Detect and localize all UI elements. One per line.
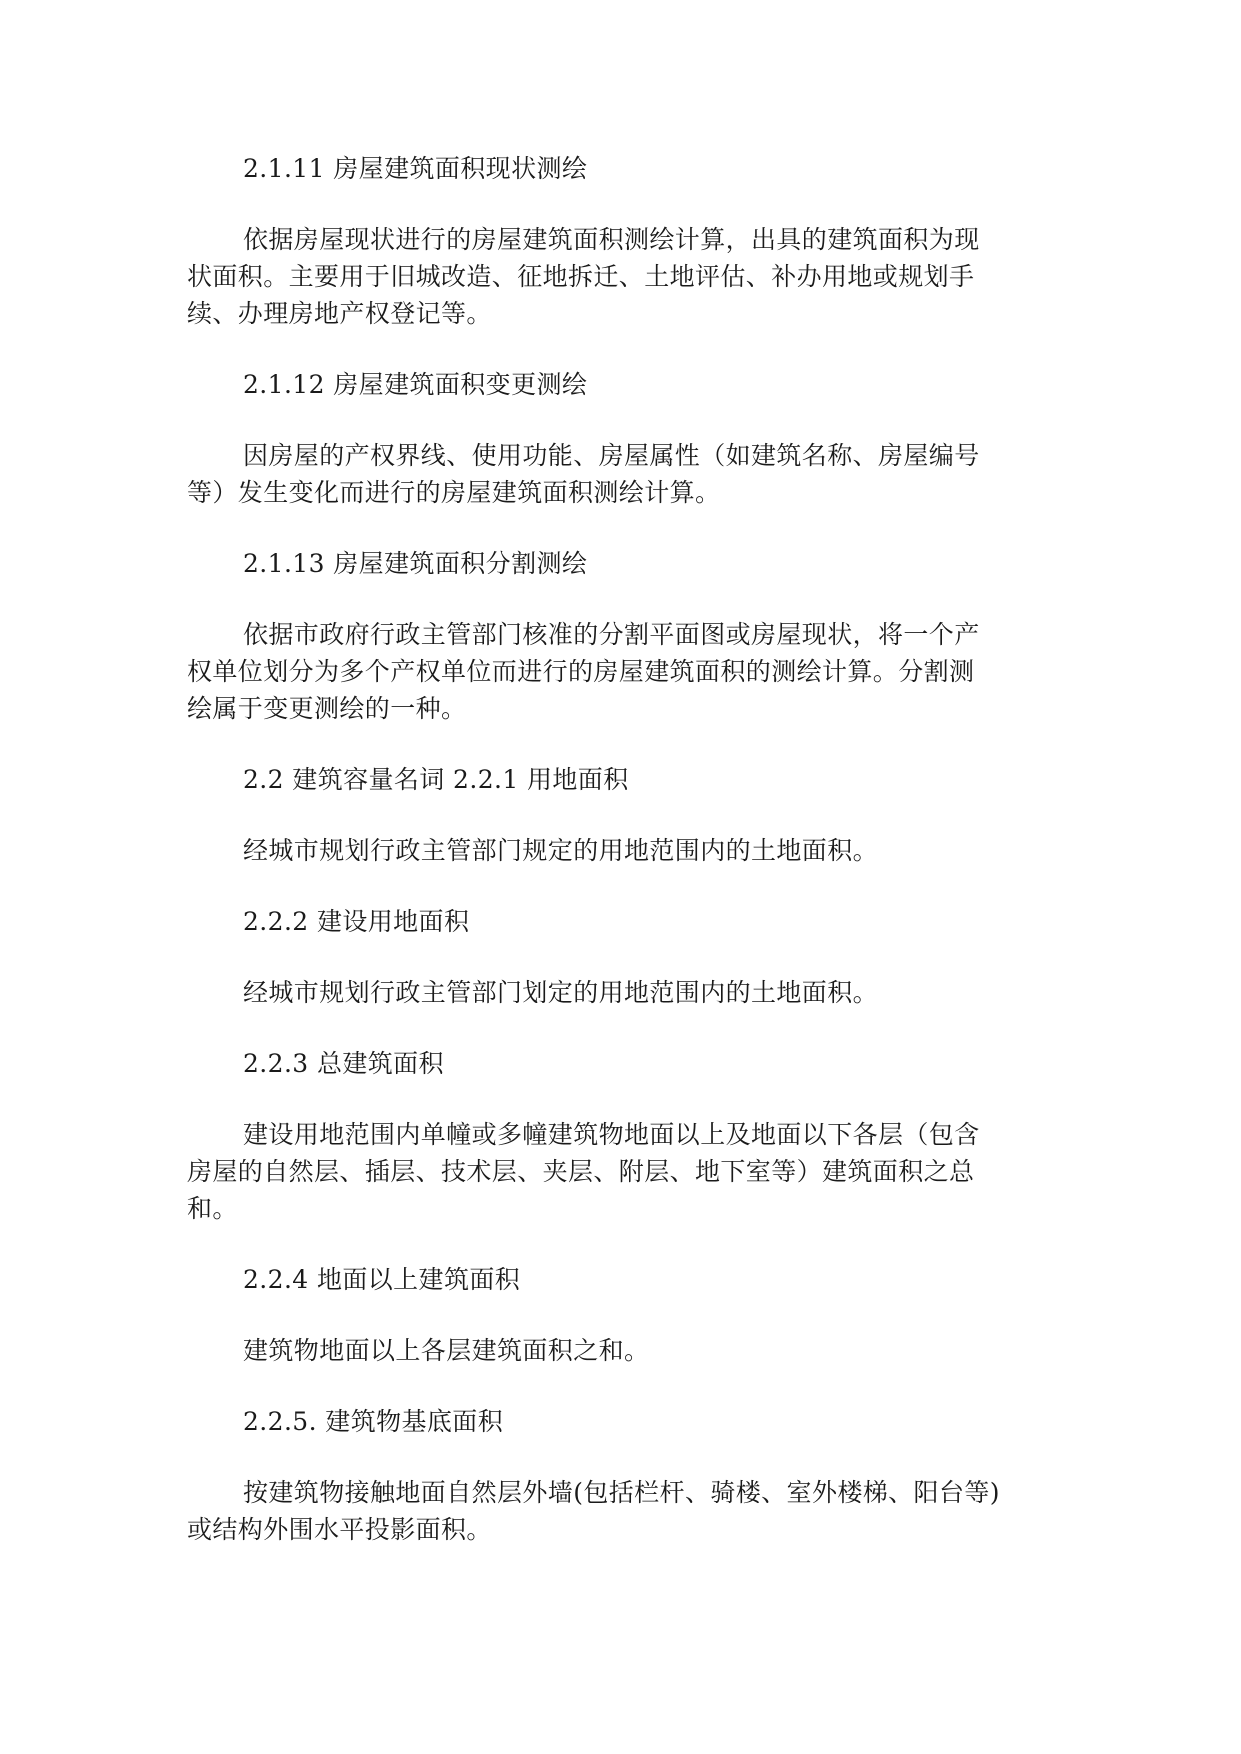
- paragraph-line: 房屋的自然层、插层、技术层、夹层、附层、地下室等）建筑面积之总: [187, 1157, 975, 1186]
- paragraph-line: 经城市规划行政主管部门规定的用地范围内的土地面积。: [243, 836, 879, 865]
- section-heading: 2.2 建筑容量名词 2.2.1 用地面积: [243, 765, 629, 794]
- section-heading: 2.2.3 总建筑面积: [243, 1049, 444, 1078]
- paragraph-line: 依据市政府行政主管部门核准的分割平面图或房屋现状，将一个产: [243, 620, 980, 649]
- section-2-2-4: [187, 1261, 1055, 1369]
- paragraph-line: 建筑物地面以上各层建筑面积之和。: [243, 1336, 650, 1365]
- paragraph-line: 等）发生变化而进行的房屋建筑面积测绘计算。: [187, 478, 721, 507]
- section-2-1-13: [187, 545, 1055, 727]
- paragraph-line: 和。: [187, 1194, 238, 1223]
- document-page: [187, 150, 1055, 1548]
- section-heading: 2.2.4 地面以上建筑面积: [243, 1265, 521, 1294]
- paragraph-line: 权单位划分为多个产权单位而进行的房屋建筑面积的测绘计算。分割测: [187, 657, 975, 686]
- paragraph-line: 或结构外围水平投影面积。: [187, 1515, 492, 1544]
- section-heading: 2.2.5. 建筑物基底面积: [243, 1407, 504, 1436]
- paragraph-line: 建设用地范围内单幢或多幢建筑物地面以上及地面以下各层（包含: [243, 1120, 980, 1149]
- section-heading: 2.2.2 建设用地面积: [243, 907, 470, 936]
- section-heading: 2.1.11 房屋建筑面积现状测绘: [243, 154, 588, 183]
- paragraph-line: 依据房屋现状进行的房屋建筑面积测绘计算，出具的建筑面积为现: [243, 225, 980, 254]
- section-heading: 2.1.12 房屋建筑面积变更测绘: [243, 370, 588, 399]
- section-2-1-11: [187, 150, 1055, 332]
- paragraph-line: 续、办理房地产权登记等。: [187, 299, 492, 328]
- section-2-2-5: [187, 1403, 1055, 1548]
- section-2-2-3: [187, 1045, 1055, 1227]
- paragraph-line: 经城市规划行政主管部门划定的用地范围内的土地面积。: [243, 978, 879, 1007]
- section-2-1-12: [187, 366, 1055, 511]
- section-2-2-1: [187, 761, 1055, 869]
- paragraph-line: 因房屋的产权界线、使用功能、房屋属性（如建筑名称、房屋编号: [243, 441, 980, 470]
- section-heading: 2.1.13 房屋建筑面积分割测绘: [243, 549, 588, 578]
- paragraph-line: 按建筑物接触地面自然层外墙(包括栏杆、骑楼、室外楼梯、阳台等): [243, 1478, 1000, 1507]
- paragraph-line: 绘属于变更测绘的一种。: [187, 694, 467, 723]
- section-2-2-2: [187, 903, 1055, 1011]
- paragraph-line: 状面积。主要用于旧城改造、征地拆迁、土地评估、补办用地或规划手: [187, 262, 975, 291]
